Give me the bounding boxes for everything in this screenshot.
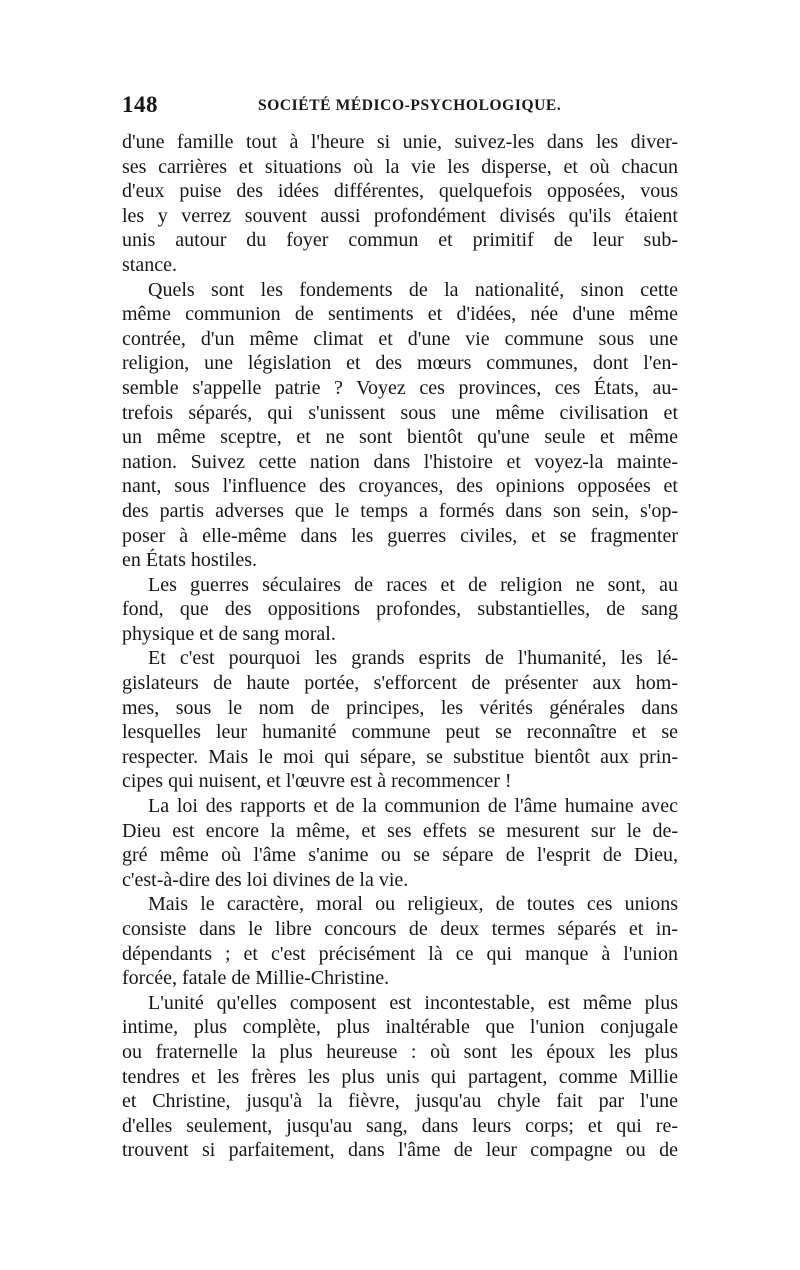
text-line: nant, sous l'influence des croyances, des opinions opposées et [122,475,678,498]
paragraph-6 [122,892,678,990]
paragraph-2 [122,278,678,573]
page-number: 148 [122,92,158,117]
text-line: La loi des rapports et de la communion de l'âme humaine avec [148,795,678,818]
text-line: fond, que des oppositions profondes, substantielles, de sang [122,598,678,621]
text-line: en États hostiles. [122,549,257,572]
page-header [122,92,678,122]
text-line: physique et de sang moral. [122,622,336,645]
text-line: c'est-à-dire des loi divines de la vie. [122,868,409,891]
text-line: intime, plus complète, plus inaltérable que l'union conjugale [122,1016,678,1039]
text-line: d'eux puise des idées différentes, quelquefois opposées, vous [122,180,678,203]
text-line: unis autour du foyer commun et primitif de leur sub- [122,229,678,252]
text-line: Les guerres séculaires de races et de religion ne sont, au [148,573,678,596]
text-line: poser à elle-même dans les guerres civiles, et se fragmenter [122,524,678,547]
text-line: consiste dans le libre concours de deux termes séparés et in- [122,918,678,940]
paper-speck [378,620,380,622]
text-line: d'une famille tout à l'heure si unie, suivez-les dans les diver- [122,131,678,153]
paragraph-4 [122,646,678,794]
running-title: SOCIÉTÉ MÉDICO-PSYCHOLOGIQUE. [258,97,562,114]
text-line: gislateurs de haute portée, s'efforcent de présenter aux hom- [122,672,678,695]
body-text [122,130,678,1163]
text-line: respecter. Mais le moi qui sépare, se substitue bientôt aux prin- [122,745,678,768]
paragraph-3 [122,573,678,647]
text-line: Quels sont les fondements de la nationalité, sinon cette [148,278,678,301]
text-line: Et c'est pourquoi les grands esprits de l'humanité, les lé- [148,647,678,670]
text-line: trefois séparés, qui s'unissent sous une même civilisation et [122,401,678,424]
text-line: un même sceptre, et ne sont bientôt qu'une seule et même [122,426,678,449]
text-line: dépendants ; et c'est précisément là ce qui manque à l'union [122,942,678,965]
text-line: tendres et les frères les plus unis qui partagent, comme Millie [122,1065,678,1088]
text-line: mes, sous le nom de principes, les vérités générales dans [122,696,678,719]
text-line: Mais le caractère, moral ou religieux, de toutes ces unions [148,893,678,916]
paragraph-7 [122,991,678,1163]
text-line: même communion de sentiments et d'idées, née d'une même [122,303,678,326]
text-line: lesquelles leur humanité commune peut se reconnaître et se [122,721,678,744]
text-line: religion, une législation et des mœurs communes, dont l'en- [122,352,678,375]
paragraph-1 [122,130,678,278]
text-line: forcée, fatale de Millie-Christine. [122,967,390,990]
text-line: les y verrez souvent aussi profondément divisés qu'ils étaient [122,204,678,227]
text-line: contrée, d'un même climat et d'une vie commune sous une [122,327,678,350]
text-line: nation. Suivez cette nation dans l'histoire et voyez-la mainte- [122,450,678,473]
paragraph-5 [122,794,678,892]
text-line: semble s'appelle patrie ? Voyez ces provinces, ces États, au- [122,376,678,399]
text-line: et Christine, jusqu'à la fièvre, jusqu'au chyle fait par l'une [122,1090,678,1113]
text-line: ses carrières et situations où la vie les disperse, et où chacun [122,155,678,178]
text-line: cipes qui nuisent, et l'œuvre est à recommencer ! [122,770,512,793]
text-line: ou fraternelle la plus heureuse : où sont les époux les plus [122,1040,678,1063]
text-line: gré même où l'âme s'anime ou se sépare de l'esprit de Dieu, [122,844,678,867]
text-line: L'unité qu'elles composent est incontestable, est même plus [148,991,678,1014]
text-line: trouvent si parfaitement, dans l'âme de leur compagne ou de [122,1139,678,1162]
text-line: stance. [122,253,177,276]
text-line: Dieu est encore la même, et ses effets se mesurent sur le de- [122,819,678,842]
text-line: des partis adverses que le temps a formés dans son sein, s'op- [122,499,678,522]
text-line: d'elles seulement, jusqu'au sang, dans leurs corps; et qui re- [122,1114,678,1137]
